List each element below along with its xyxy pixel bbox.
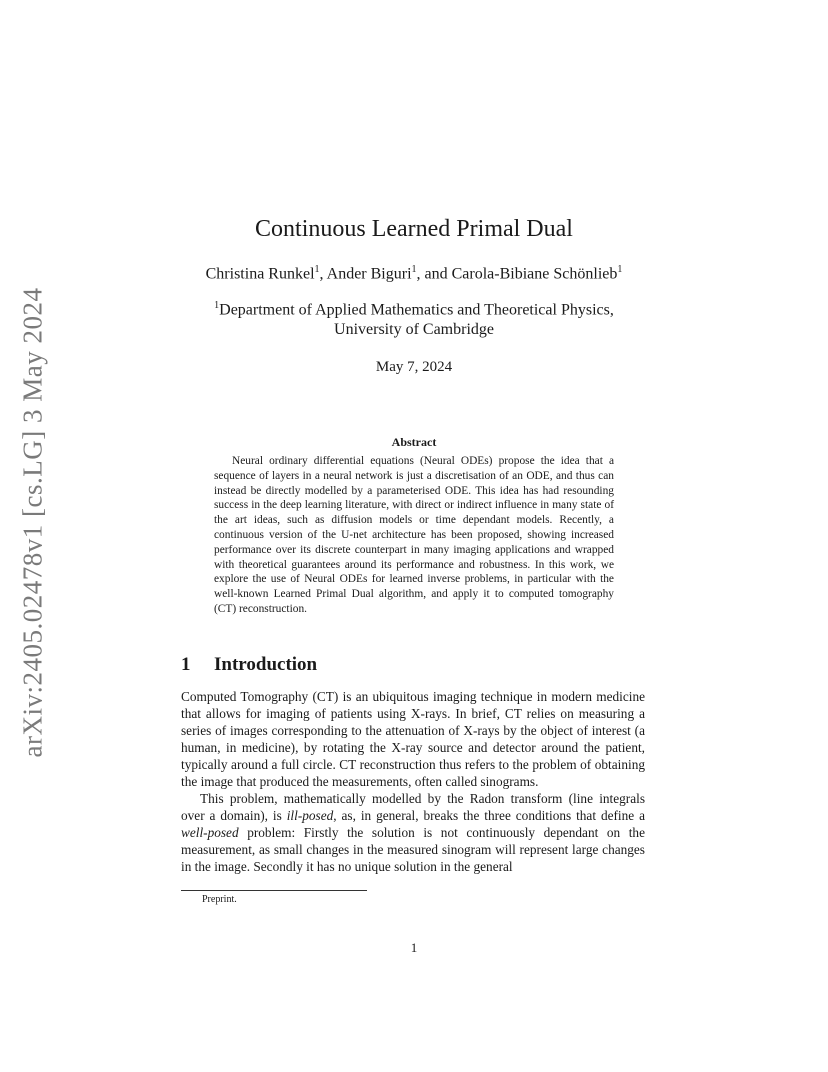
affiliation-mark: 1 [314,264,320,275]
page-number: 1 [410,940,418,955]
affiliation-mark: 1 [411,264,417,275]
section-title: Introduction [214,654,318,675]
arxiv-identifier [18,287,48,757]
abstract-text: Neural ordinary differential equations (Neural ODEs) propose the idea that a sequence of layers in a neural network is just a discretisation of an ODE, and thus can instead be directly modelled by a parameterised ODE. This idea has had resounding success in the deep learning literature, with direct or indirect influence in many state of the art ideas, such as diffusion models or time dependant models. Recently, a continuous version of the U-net architecture has been proposed, showing increased performance over its discrete counterpart in many imaging applications and wrapped with theoretical guarantees around its performance and robustness. In this work, we explore the use of Neural ODEs for learned inverse problems, in particular with the well-known Learned Primal Dual algorithm, and apply it to computed tomography (CT) reconstruction. [214,455,614,615]
author-name: Ander Biguri [326,265,412,283]
arxiv-identifier-text: arXiv:2405.02478v1 [cs.LG] 3 May 2024 [17,287,48,757]
affiliation-university: University of Cambridge [334,321,494,339]
abstract-heading: Abstract [391,435,437,449]
author-name: Christina Runkel [205,265,315,283]
paragraph [181,790,645,875]
footnote-divider [181,890,367,891]
affiliation-mark: 1 [214,300,220,311]
publication-date: May 7, 2024 [375,359,453,375]
emphasis-well-posed: well-posed [181,825,239,840]
introduction-body [181,688,645,875]
text-run: This problem, mathematically modelled by the Radon transform (line integrals over a domain), is [181,791,645,823]
text-run: problem: Firstly the solution is not continuously dependant on the measurement, as small changes in the measured sinogram will represent large changes in the image. Secondly it has no unique solution in the general [181,825,645,874]
affiliation-mark: 1 [617,264,623,275]
text-run: , as, in general, breaks the three conditions that define a [333,808,645,823]
paper-title: Continuous Learned Primal Dual [255,216,573,242]
author-list: Christina Runkel$^1$, Ander Biguri$^1$, and Carola-Bibiane Schönlieb$^1$ [205,264,623,283]
paragraph: Computed Tomography (CT) is an ubiquitous imaging technique in modern medicine that allows for imaging of patients using X-rays. In brief, CT relies on measuring a series of images corresponding to the attenuation of X-rays by the object of interest (a human, in medicine), by rotating the X-ray source and detector around the patient, typically around a full circle. CT reconstruction thus refers to the problem of obtaining the image that produced the measurements, often called sinograms. [181,689,645,789]
section-number: 1 [181,654,191,675]
emphasis-ill-posed: ill-posed [286,808,334,823]
author-name: Carola-Bibiane Schönlieb [451,265,618,283]
footnote: Preprint. [202,894,237,905]
section-heading [181,654,317,676]
affiliation [0,296,828,340]
affiliation-department: Department of Applied Mathematics and Theoretical Physics, [219,301,614,319]
